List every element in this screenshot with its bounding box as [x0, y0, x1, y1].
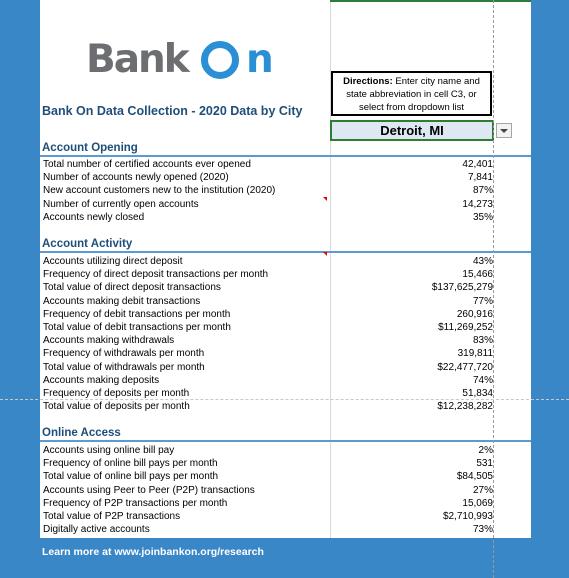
table-row[interactable]: [40, 374, 531, 387]
row-value: 83%: [472, 335, 493, 347]
row-value: 51,834: [462, 388, 493, 399]
row-label: Accounts making withdrawals: [43, 335, 175, 347]
table-row[interactable]: [40, 334, 531, 347]
row-label: Number of currently open accounts: [43, 198, 199, 210]
row-value: $22,477,720: [437, 361, 493, 373]
logo-o-ring-icon: [201, 41, 239, 79]
table-row[interactable]: [40, 484, 531, 497]
row-value: $11,269,252: [438, 322, 493, 333]
row-label: New account customers new to the institution (2020): [43, 185, 276, 197]
city-select-cell[interactable]: Detroit, MI: [330, 120, 494, 141]
city-dropdown-button[interactable]: [496, 123, 512, 138]
row-value: 73%: [472, 524, 493, 536]
page-title: Bank On Data Collection - 2020 Data by City: [42, 104, 303, 118]
row-label: Accounts making debit transactions: [43, 295, 201, 307]
table-row[interactable]: [40, 510, 531, 523]
row-label: Total value of P2P transactions: [43, 511, 181, 522]
cell-border-top: [330, 0, 531, 2]
table-row[interactable]: [40, 470, 531, 483]
footer-link[interactable]: Learn more at www.joinbankon.org/research: [42, 546, 264, 558]
row-value: 319,811: [457, 348, 493, 360]
table-row[interactable]: [40, 347, 531, 360]
comment-indicator-icon[interactable]: [323, 197, 327, 201]
row-value: 42,401: [462, 159, 493, 170]
row-label: Digitally active accounts: [43, 524, 150, 536]
row-value: $12,238,282: [437, 401, 493, 413]
table-row[interactable]: [40, 400, 531, 413]
table-row[interactable]: [40, 308, 531, 321]
row-label: Accounts utilizing direct deposit: [43, 256, 183, 267]
table-row[interactable]: [40, 444, 531, 457]
section-header: Online Access: [40, 427, 531, 442]
table-row[interactable]: [40, 171, 531, 184]
row-label: Total value of debit transactions per month: [43, 322, 231, 333]
table-row[interactable]: [40, 255, 531, 268]
row-label: Number of accounts newly opened (2020): [43, 172, 229, 184]
section-header: Account Opening: [40, 142, 531, 157]
spreadsheet-sheet: [40, 0, 531, 538]
row-label: Accounts using online bill pay: [43, 445, 175, 456]
directions-note: [331, 71, 492, 116]
row-value: 15,466: [462, 269, 493, 281]
directions-label: Directions:: [343, 76, 393, 87]
table-row[interactable]: [40, 497, 531, 510]
row-label: Total value of direct deposit transactions: [43, 282, 221, 294]
row-value: 2%: [478, 445, 493, 456]
row-label: Accounts newly closed: [43, 211, 145, 223]
row-value: 43%: [472, 256, 493, 267]
section-header: Account Activity: [40, 238, 531, 253]
row-value: 7,841: [467, 172, 493, 184]
row-value: $137,625,279: [431, 282, 493, 294]
row-label: Frequency of deposits per month: [43, 388, 190, 399]
row-label: Frequency of P2P transactions per month: [43, 497, 228, 509]
row-value: 35%: [472, 211, 493, 223]
row-label: Frequency of online bill pays per month: [43, 458, 218, 470]
row-value: 15,069: [462, 497, 493, 509]
row-label: Frequency of withdrawals per month: [43, 348, 205, 360]
row-label: Total value of withdrawals per month: [43, 361, 205, 373]
table-row[interactable]: [40, 198, 531, 211]
directions-text: Enter city name and state abbreviation in cell C3, or select from dropdown list: [346, 76, 480, 113]
table-row[interactable]: [40, 184, 531, 197]
row-label: Total value of deposits per month: [43, 401, 190, 413]
table-row[interactable]: [40, 523, 531, 536]
table-row[interactable]: [40, 281, 531, 294]
table-row[interactable]: [40, 211, 531, 224]
row-label: Total value of online bill pays per month: [43, 471, 219, 483]
row-label: Accounts using Peer to Peer (P2P) transactions: [43, 484, 255, 496]
row-value: 260,916: [456, 308, 493, 320]
comment-indicator-icon[interactable]: [323, 252, 327, 256]
table-row[interactable]: [40, 321, 531, 334]
row-value: 531: [476, 458, 493, 470]
table-row[interactable]: [40, 295, 531, 308]
row-value: 74%: [472, 374, 493, 386]
row-label: Frequency of direct deposit transactions per month: [43, 269, 269, 281]
row-value: $2,710,993: [442, 511, 493, 522]
chevron-down-icon: [500, 129, 508, 133]
row-value: 77%: [472, 295, 493, 307]
row-value: 27%: [472, 484, 493, 496]
table-row[interactable]: [40, 457, 531, 470]
table-row[interactable]: [40, 268, 531, 281]
row-label: Frequency of debit transactions per month: [43, 308, 231, 320]
row-label: Accounts making deposits: [43, 374, 160, 386]
row-value: $84,505: [456, 471, 493, 483]
page-break-vertical: [493, 0, 494, 578]
row-label: Total number of certified accounts ever opened: [43, 159, 251, 170]
logo-bank-text: Bank: [86, 37, 188, 82]
logo-n-text: n: [246, 37, 274, 82]
row-value: 87%: [472, 185, 493, 197]
table-row[interactable]: [40, 361, 531, 374]
table-row[interactable]: [40, 158, 531, 171]
row-value: 14,273: [462, 198, 493, 210]
page-break-horizontal: [0, 399, 569, 400]
